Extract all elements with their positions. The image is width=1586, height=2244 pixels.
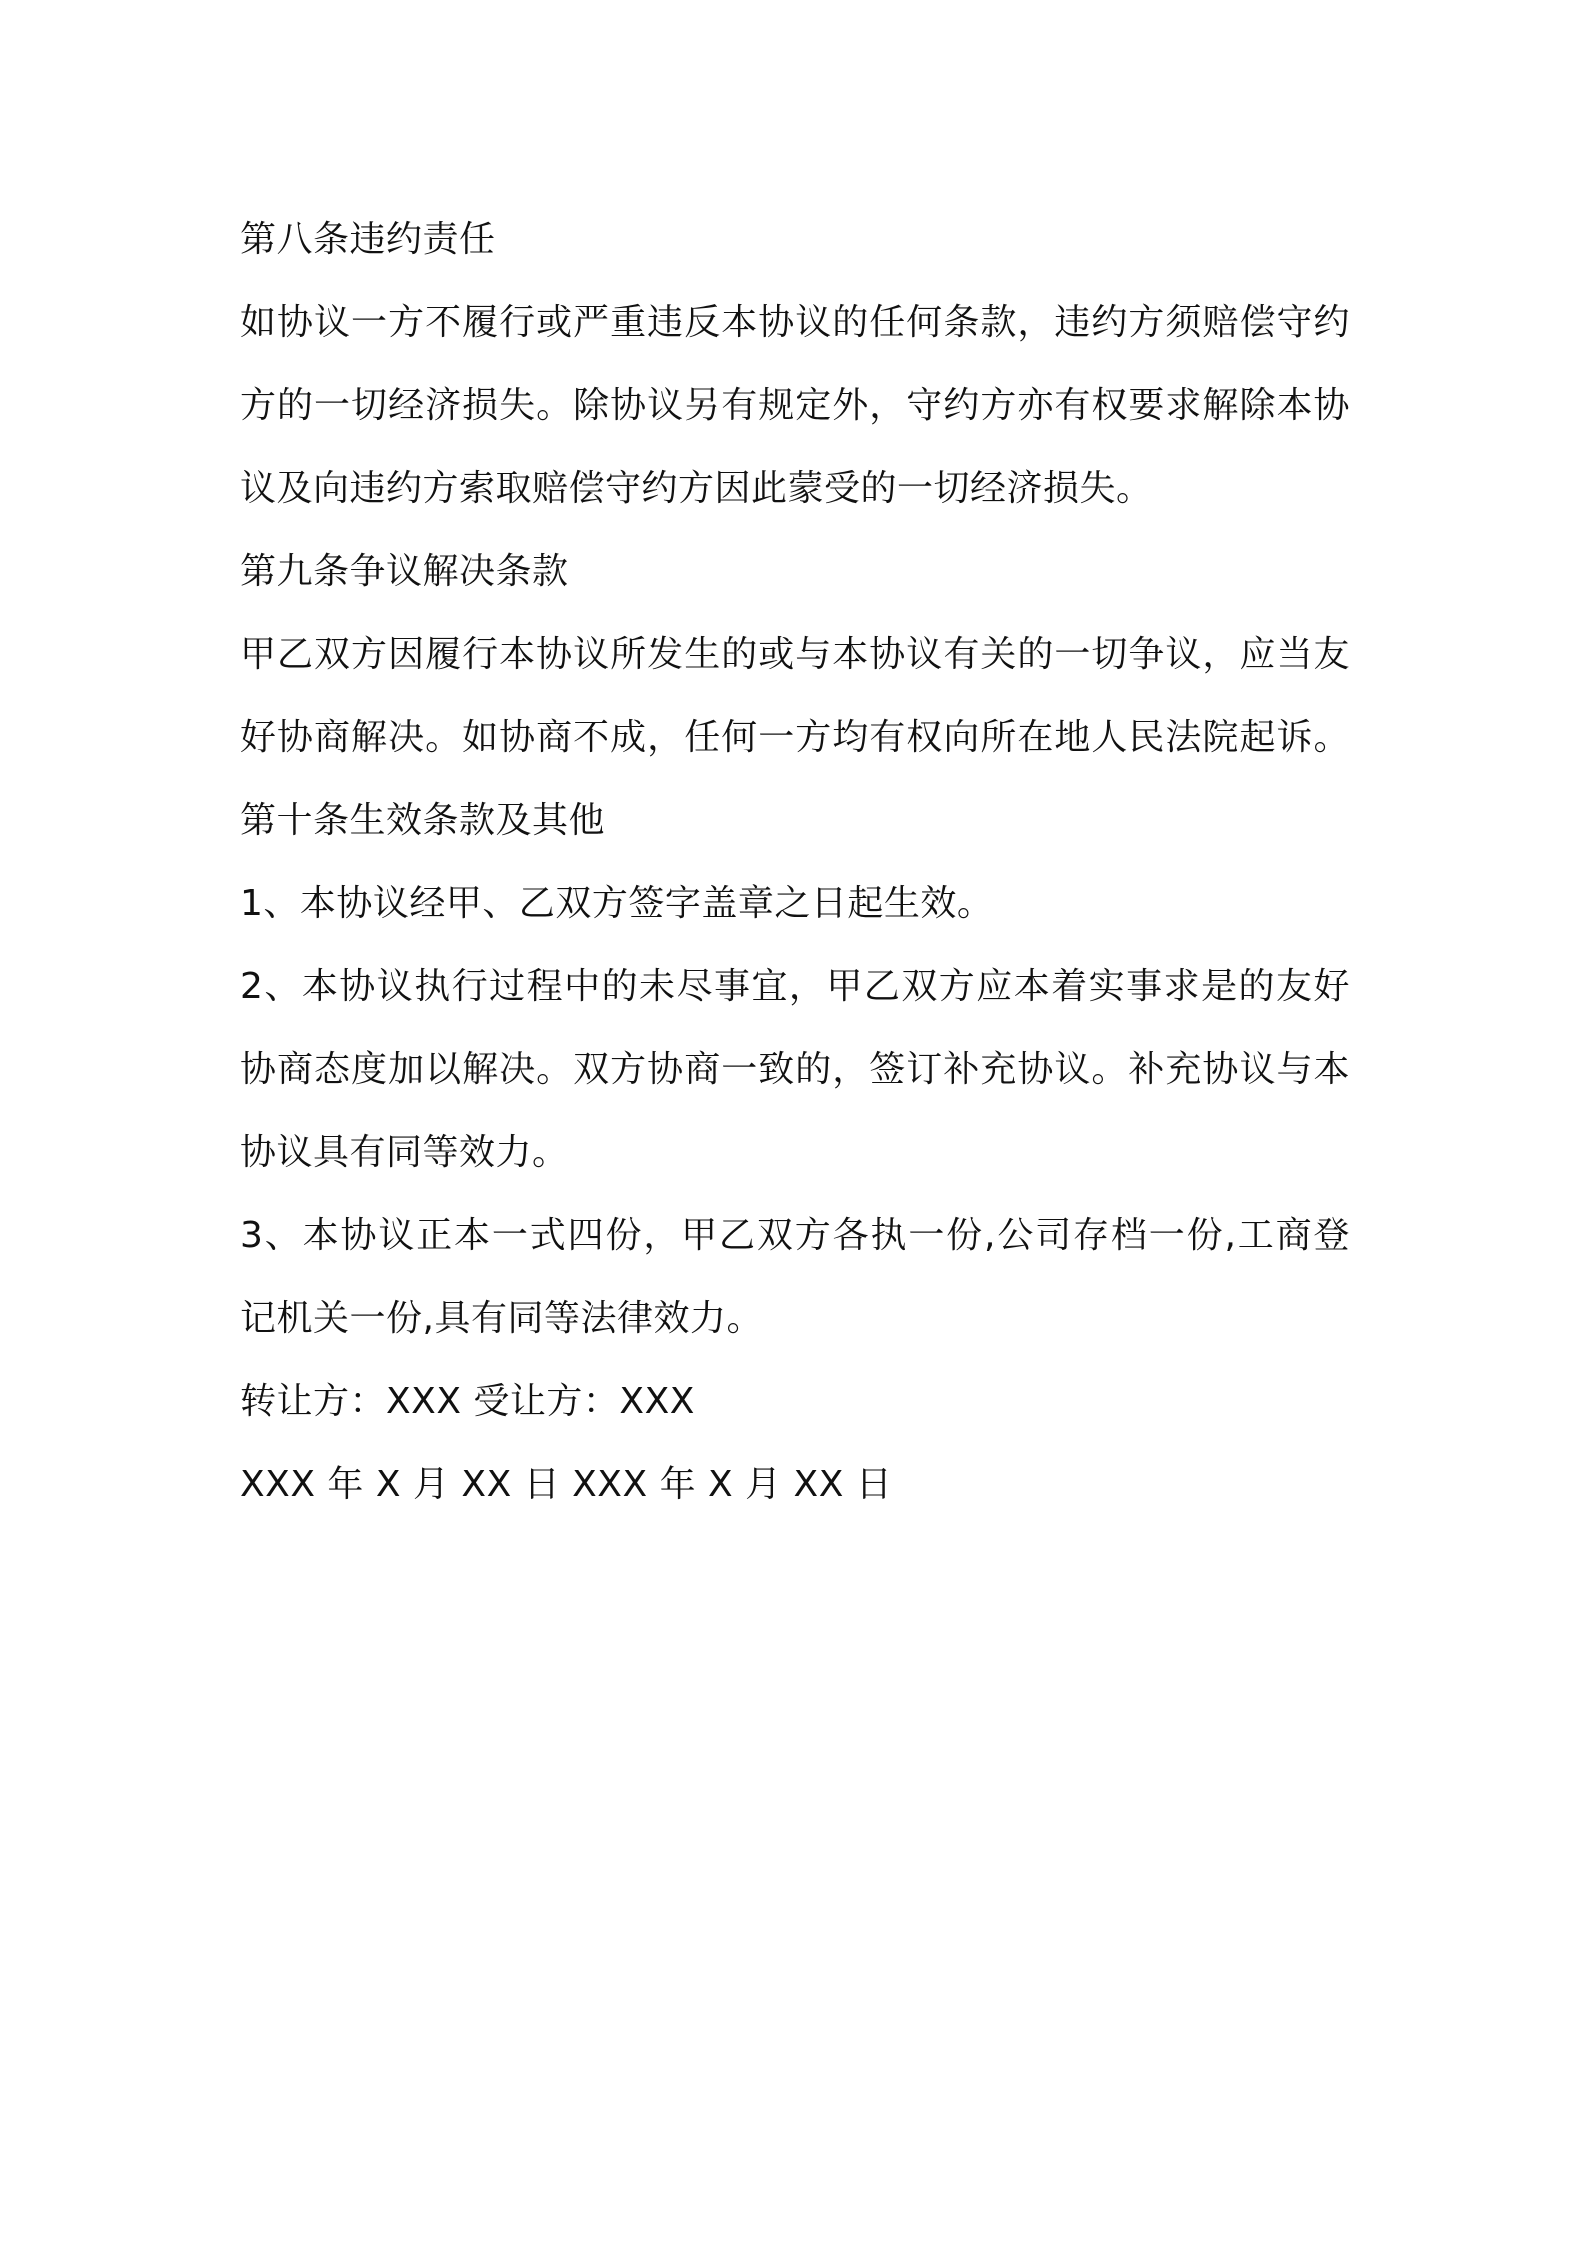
article-9-text-line-2: 好协商解决。如协商不成，任何一方均有权向所在地人民法院起诉。 xyxy=(240,717,1350,758)
clause-2-text-line-1: 2、本协议执行过程中的未尽事宜，甲乙双方应本着实事求是的友好 xyxy=(240,966,1350,1007)
article-10-heading: 第十条生效条款及其他 xyxy=(240,800,606,841)
article-8-text-line-1: 如协议一方不履行或严重违反本协议的任何条款，违约方须赔偿守约 xyxy=(240,302,1350,343)
article-8-text-line-3: 议及向违约方索取赔偿守约方因此蒙受的一切经济损失。 xyxy=(240,468,1153,509)
document-body xyxy=(240,198,1350,1526)
signature-date-line: XXX 年 X 月 XX 日 XXX 年 X 月 XX 日 xyxy=(240,1464,893,1505)
clause-2-text-line-3: 协议具有同等效力。 xyxy=(240,1132,569,1173)
clause-1-text: 1、本协议经甲、乙双方签字盖章之日起生效。 xyxy=(240,883,994,924)
clause-2-text-line-2: 协商态度加以解决。双方协商一致的，签订补充协议。补充协议与本 xyxy=(240,1049,1350,1090)
article-9-text-line-1: 甲乙双方因履行本协议所发生的或与本协议有关的一切争议，应当友 xyxy=(240,634,1350,675)
article-9-heading: 第九条争议解决条款 xyxy=(240,551,569,592)
article-8-heading: 第八条违约责任 xyxy=(240,219,496,260)
clause-3-text-line-1: 3、本协议正本一式四份，甲乙双方各执一份,公司存档一份,工商登 xyxy=(240,1215,1350,1256)
parties-signature-line: 转让方：XXX 受让方：XXX xyxy=(240,1381,695,1422)
clause-3-text-line-2: 记机关一份,具有同等法律效力。 xyxy=(240,1298,763,1339)
article-8-text-line-2: 方的一切经济损失。除协议另有规定外，守约方亦有权要求解除本协 xyxy=(240,385,1350,426)
